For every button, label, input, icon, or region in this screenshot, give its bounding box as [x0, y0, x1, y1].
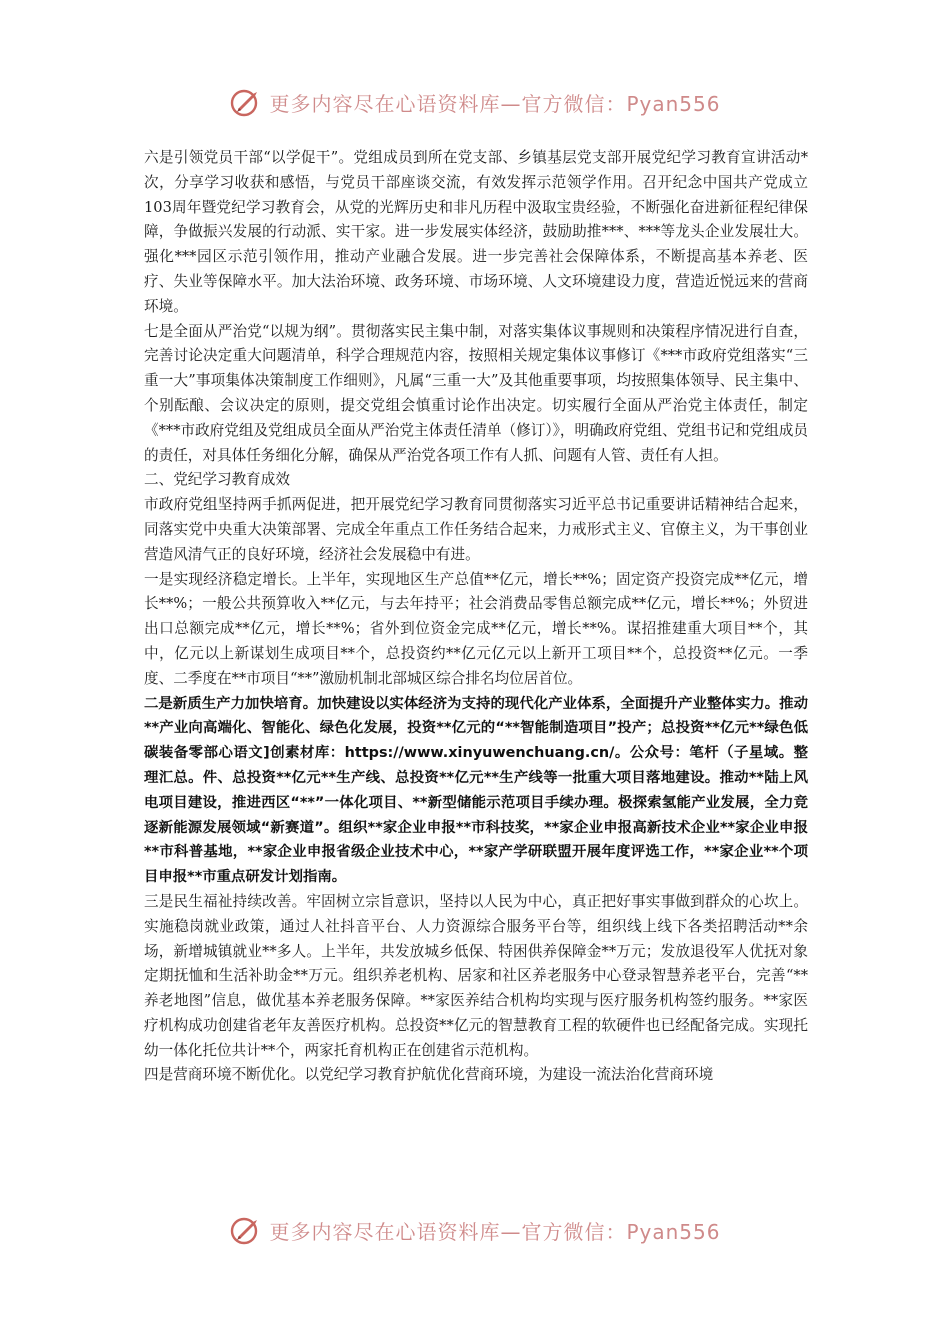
- paragraph-economy: 一是实现经济稳定增长。上半年，实现地区生产总值**亿元，增长**%；固定资产投资完成**亿元，增长**%；一般公共预算收入**亿元，与去年持平；社会消费品零售总额完成**亿元，增长**%；外贸进出口总额完成**亿元，增长**%；省外到位资金完成**亿元，增长**%。谋招推建重大项目**个，其中，亿元以上新谋划生成项目**个，总投资约**亿元亿元以上新开工项目**个，总投资**亿元。一季度、二季度在**市项目“**”激励机制北部城区综合排名均位居首位。: [144, 570, 808, 687]
- paragraph-productivity: 二是新质生产力加快培育。加快建设以实体经济为支持的现代化产业体系，全面提升产业整体实力。推动**产业向高端化、智能化、绿色化发展，投资**亿元的“**智能制造项目”投产；总投资**亿元**绿色低碳装备零部心语文]创素材库：https://www.xinyuwenchuang.cn/。公众号：笔杆（子星域。整理汇总。件、总投资**亿元**生产线、总投资**亿元**生产线等一批重大项目落地建设。推动**陆上风电项目建设，推进西区“**”一体化项目、**新型储能示范项目手续办理。极探索氢能产业发展，全力竞逐新能源发展领域“新赛道”。组织**家企业申报**市科技奖，**家企业申报高新技术企业**家企业申报**市科普基地，**家企业申报省级企业技术中心，**家产学研联盟开展年度评选工作，**家企业**个项目申报**市重点研发计划指南。: [144, 695, 808, 886]
- header-watermark: [0, 82, 950, 122]
- pen-logo-icon: [229, 1213, 263, 1247]
- paragraph-livelihood: 三是民生福祉持续改善。牢固树立宗旨意识，坚持以人民为中心，真正把好事实事做到群众的心坎上。实施稳岗就业政策，通过人社抖音平台、人力资源综合服务平台等，组织线上线下各类招聘活动**余场，新增城镇就业**多人。上半年，共发放城乡低保、特困供养保障金**万元；发放退役军人优抚对象定期抚恤和生活补助金**万元。组织养老机构、居家和社区养老服务中心登录智慧养老平台，完善“**养老地图”信息，做优基本养老服务保障。**家医养结合机构均实现与医疗服务机构签约服务。**家医疗机构成功创建省老年友善医疗机构。总投资**亿元的智慧教育工程的软硬件也已经配备完成。实现托幼一体化托位共计**个，两家托育机构正在创建省示范机构。: [144, 892, 808, 1059]
- paragraph-business-env: 四是营商环境不断优化。以党纪学习教育护航优化营商环境，为建设一流法治化营商环境: [144, 1066, 714, 1084]
- paragraph-6: 六是引领党员干部“以学促干”。党组成员到所在党支部、乡镇基层党支部开展党纪学习教育宣讲活动*次，分享学习收获和感悟，与党员干部座谈交流，有效发挥示范领学作用。召开纪念中国共产党成立103周年暨党纪学习教育会，从党的光辉历史和非凡历程中汲取宝贵经验，不断强化奋进新征程纪律保障，争做振兴发展的行动派、实干家。进一步发展实体经济，鼓励助推***、***等龙头企业发展壮大。强化***园区示范引领作用，推动产业融合发展。进一步完善社会保障体系，不断提高基本养老、医疗、失业等保障水平。加大法治环境、政务环境、市场环境、人文环境建设力度，营造近悦远来的营商环境。: [144, 149, 808, 315]
- paragraph-intro: 市政府党组坚持两手抓两促进，把开展党纪学习教育同贯彻落实习近平总书记重要讲话精神结合起来，同落实党中央重大决策部署、完成全年重点工作任务结合起来，力戒形式主义、官僚主义，为干事创业营造风清气正的良好环境，经济社会发展稳中有进。: [144, 496, 808, 563]
- document-body: [144, 146, 808, 1088]
- pen-logo-icon: [229, 85, 263, 119]
- header-watermark-text: 更多内容尽在心语资料库—官方微信：Pyan556: [269, 91, 721, 116]
- footer-watermark-text: 更多内容尽在心语资料库—官方微信：Pyan556: [269, 1219, 721, 1244]
- section-heading-2: 二、党纪学习教育成效: [144, 471, 290, 489]
- paragraph-7: 七是全面从严治党“以规为纲”。贯彻落实民主集中制，对落实集体议事规则和决策程序情况进行自查，完善讨论决定重大问题清单，科学合理规范内容，按照相关规定集体议事修订《***市政府党组落实“三重一大”事项集体决策制度工作细则》，凡属“三重一大”及其他重要事项，均按照集体领导、民主集中、个别酝酿、会议决定的原则，提交党组会慎重讨论作出决定。切实履行全面从严治党主体责任，制定《***市政府党组及党组成员全面从严治党主体责任清单（修订）》，明确政府党组、党组书记和党组成员的责任，对具体任务细化分解，确保从严治党各项工作有人抓、问题有人管、责任有人担。: [144, 322, 809, 464]
- footer-watermark: [0, 1210, 950, 1250]
